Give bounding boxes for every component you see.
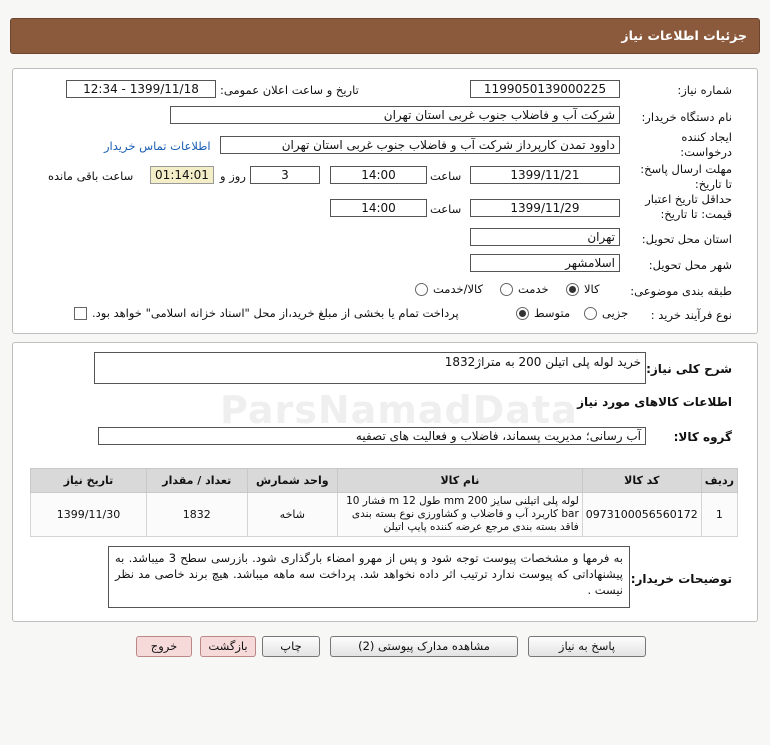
remaining-label: ساعت باقی مانده [48, 169, 134, 183]
attachments-button[interactable]: مشاهده مدارک پیوستی (2) [330, 636, 518, 657]
creator-label: ایجاد کننده درخواست: [680, 130, 732, 159]
category-service-radio[interactable] [500, 283, 513, 296]
reply-button[interactable]: پاسخ به نیاز [528, 636, 646, 657]
buyer-field: شرکت آب و فاضلاب جنوب غربی استان تهران [170, 106, 620, 124]
category-goods-radio[interactable] [566, 283, 579, 296]
province-field: تهران [470, 228, 620, 246]
col-unit: واحد شمارش [247, 469, 338, 493]
table-row [31, 493, 738, 537]
deadline-label: مهلت ارسال پاسخ: تا تاریخ: [640, 162, 732, 191]
goods-table [30, 468, 738, 537]
days-field: 3 [250, 166, 320, 184]
summary-label: شرح کلی نیاز: [646, 362, 732, 376]
back-button[interactable]: بازگشت [200, 636, 256, 657]
cell-row: 1 [701, 493, 737, 537]
page-header [10, 18, 760, 54]
purchase-type-label: نوع فرآیند خرید : [650, 308, 732, 322]
print-button[interactable]: چاپ [262, 636, 320, 657]
exit-button[interactable]: خروج [136, 636, 192, 657]
announce-field: 1399/11/18 - 12:34 [66, 80, 216, 98]
cell-code: 0973100056560172 [582, 493, 701, 537]
creator-field: داوود تمدن کارپرداز شرکت آب و فاضلاب جنوب غربی استان تهران [220, 136, 620, 154]
buyer-notes-field: به فرمها و مشخصات پیوست توجه شود و پس از مهرو امضاء بارگذاری شود. بازرسی سطح 3 میباشد. به پیشنهاداتی که پیوست ندارد ترتیب اثر داده نخواهد شد. پرداخت سه ماهه میباشد. هیچ برند خاصی مد نظر نیست . [108, 546, 630, 608]
goods-group-label: گروه کالا: [673, 430, 732, 444]
category-label: طبقه بندی موضوعی: [630, 284, 732, 298]
deadline-time-label: ساعت [430, 169, 462, 183]
announce-label: تاریخ و ساعت اعلان عمومی: [220, 83, 359, 97]
need-number-field: 1199050139000225 [470, 80, 620, 98]
page-title: جزئیات اطلاعات نیاز [621, 28, 747, 43]
buyer-label: نام دستگاه خریدار: [641, 110, 732, 124]
purchase-medium-option[interactable] [516, 306, 570, 320]
goods-info-title: اطلاعات کالاهای مورد نیاز [577, 395, 732, 409]
validity-label: حداقل تاریخ اعتبار قیمت: تا تاریخ: [645, 192, 732, 221]
days-label: روز و [220, 169, 246, 183]
city-field: اسلامشهر [470, 254, 620, 272]
goods-table-header [31, 469, 738, 493]
cell-date: 1399/11/30 [31, 493, 147, 537]
purchase-minor-option[interactable] [584, 306, 628, 320]
buyer-contact-link[interactable]: اطلاعات تماس خریدار [104, 139, 211, 153]
summary-field: خرید لوله پلی اتیلن 200 به متراژ1832 [94, 352, 646, 384]
remaining-time-field: 01:14:01 [150, 166, 214, 184]
purchase-medium-radio[interactable] [516, 307, 529, 320]
treasury-option[interactable] [74, 306, 459, 320]
buyer-notes-label: توضیحات خریدار: [630, 572, 732, 586]
cell-qty: 1832 [147, 493, 248, 537]
category-both-radio[interactable] [415, 283, 428, 296]
purchase-minor-text: جزیی [602, 306, 629, 320]
category-service-option[interactable] [500, 282, 549, 296]
validity-time-field: 14:00 [330, 199, 427, 217]
category-goods-text: کالا [584, 282, 600, 296]
col-date: تاریخ نیاز [31, 469, 147, 493]
col-row: ردیف [701, 469, 737, 493]
treasury-checkbox[interactable] [74, 307, 87, 320]
need-number-label: شماره نیاز: [677, 83, 732, 97]
category-both-option[interactable] [415, 282, 483, 296]
deadline-time-field: 14:00 [330, 166, 427, 184]
col-qty: تعداد / مقدار [147, 469, 248, 493]
col-name: نام کالا [338, 469, 583, 493]
validity-date-field: 1399/11/29 [470, 199, 620, 217]
purchase-medium-text: متوسط [534, 306, 571, 320]
col-code: کد کالا [582, 469, 701, 493]
validity-time-label: ساعت [430, 202, 462, 216]
category-goods-option[interactable] [566, 282, 600, 296]
province-label: استان محل تحویل: [641, 232, 732, 246]
category-both-text: کالا/خدمت [433, 282, 484, 296]
deadline-date-field: 1399/11/21 [470, 166, 620, 184]
cell-unit: شاخه [247, 493, 338, 537]
city-label: شهر محل تحویل: [648, 258, 732, 272]
cell-name: لوله پلی اتیلنی سایز 200 mm طول 12 m فشار 10 bar کاربرد آب و فاضلاب و کشاورزی نوع بسته بندی فاقد بسته بندی مرجع عرضه کننده پایپ اتیلن [338, 493, 583, 537]
goods-group-field: آب رسانی؛ مدیریت پسماند، فاضلاب و فعالیت های تصفیه [98, 427, 646, 445]
treasury-note-text: پرداخت تمام یا بخشی از مبلغ خرید،از محل "اسناد خزانه اسلامی" خواهد بود. [92, 306, 459, 320]
category-service-text: خدمت [518, 282, 549, 296]
purchase-minor-radio[interactable] [584, 307, 597, 320]
